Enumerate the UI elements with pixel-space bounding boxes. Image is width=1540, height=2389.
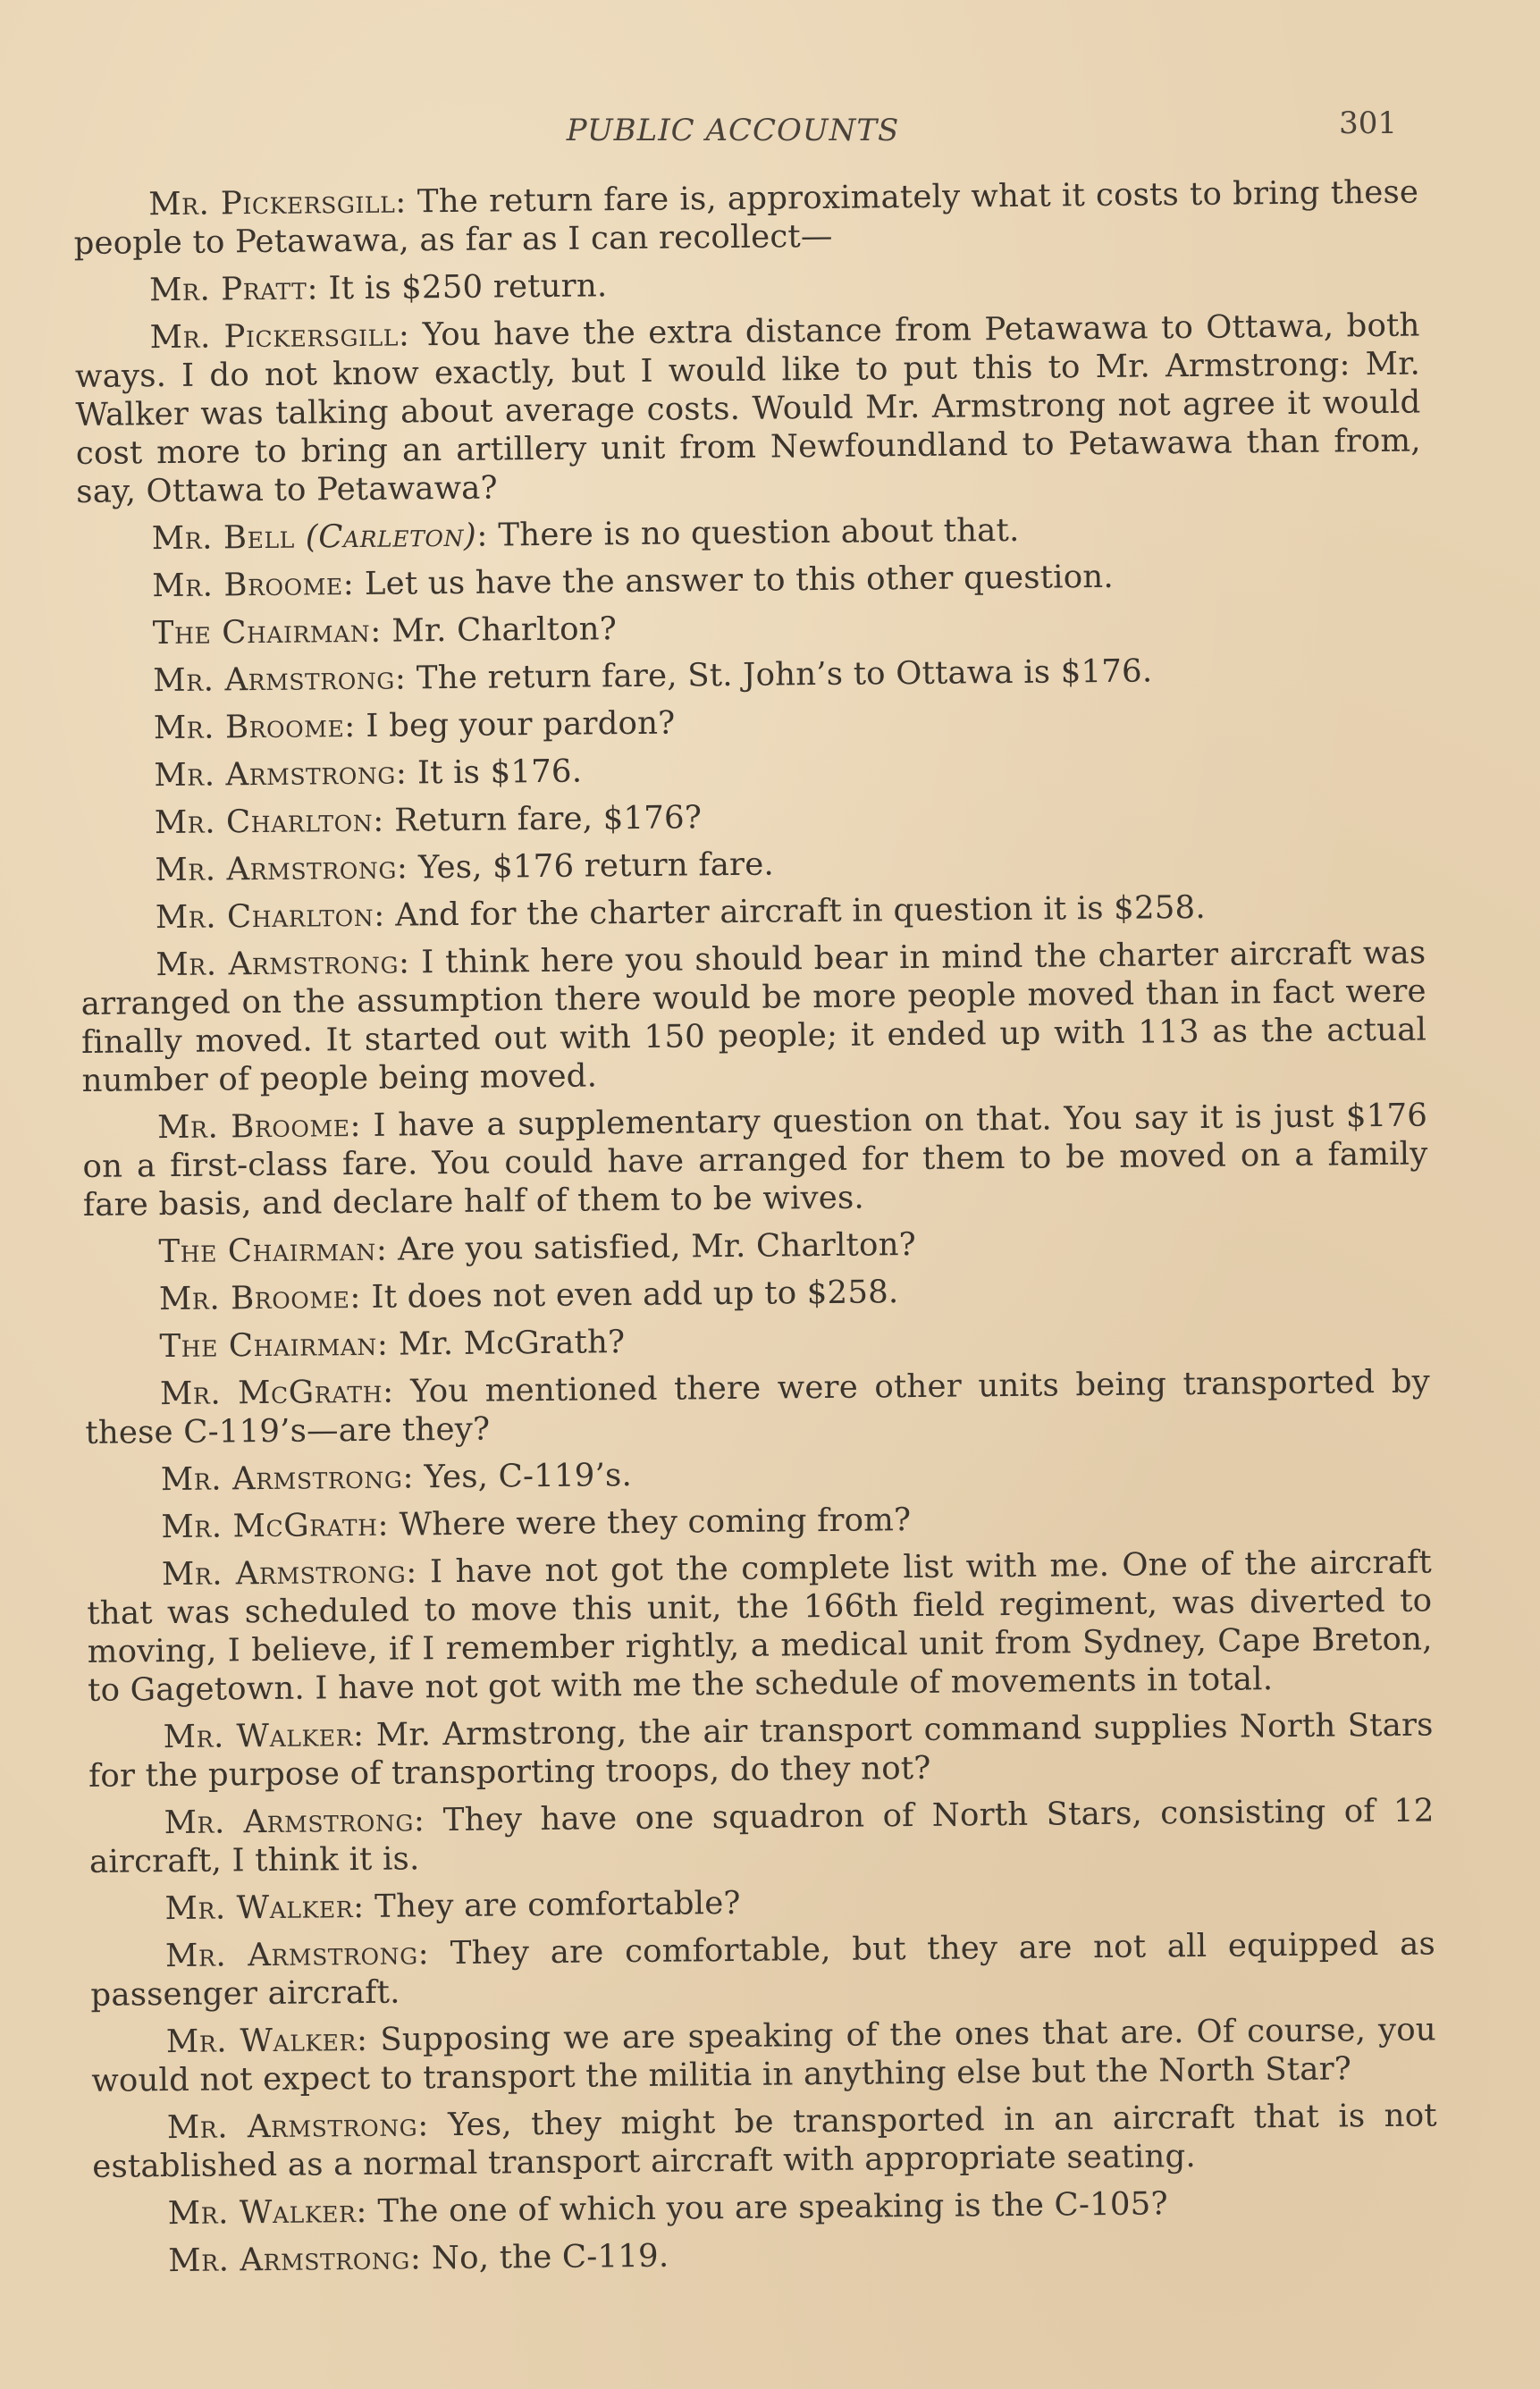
statement-text: You have the extra distance from Petawawa to Ottawa, both ways. I do not know exactly, but I would like to put this to Mr. Armstrong: Mr. Walker was talking about average costs. Would Mr. Armstrong not agree it would cost more to bring an artillery unit from Newfoundland to Petawawa than from, say, Ottawa to Petawawa? xyxy=(74,307,1422,510)
statement-text: No, the C-119. xyxy=(431,2237,669,2277)
speaker-name: The Chairman: xyxy=(152,612,383,652)
speaker-name: Mr. Armstrong: xyxy=(154,754,408,795)
transcript-paragraph xyxy=(86,1495,1431,1546)
speaker-name: Mr. Walker: xyxy=(163,1716,365,1756)
transcript-paragraph xyxy=(78,650,1423,701)
speaker-constituency: (Carleton) xyxy=(305,517,477,556)
statement-text: Supposing we are speaking of the ones that are. Of course, you would not expect to transport the militia in anything else but the North Star? xyxy=(91,2011,1437,2099)
statement-text: Yes, C-119’s. xyxy=(424,1457,633,1496)
transcript-paragraph xyxy=(93,2229,1438,2280)
speaker-name: The Chairman: xyxy=(159,1325,389,1366)
speaker-name: Mr. Broome: xyxy=(158,1278,362,1318)
speaker-name: Mr. Broome: xyxy=(156,1106,362,1147)
transcript-body xyxy=(73,173,1439,2290)
statement-text: Mr. Charlton? xyxy=(391,610,618,650)
statement-text: I have a supplementary question on that. You say it is just $176 on a first-class fare. You could have arranged for them to be moved on a family fare basis, and declare half of them to be wives. xyxy=(82,1097,1428,1224)
transcript-paragraph xyxy=(77,508,1422,559)
statement-text: It is $250 return. xyxy=(328,267,608,307)
transcript-paragraph xyxy=(90,1924,1436,2014)
speaker-name: Mr. McGrath: xyxy=(159,1373,394,1413)
page-number: 301 xyxy=(1339,105,1397,141)
transcript-paragraph xyxy=(78,602,1423,653)
statement-text: They have one squadron of North Stars, consisting of 12 aircraft, I think it is. xyxy=(88,1792,1435,1880)
transcript-paragraph xyxy=(91,2010,1437,2099)
transcript-paragraph xyxy=(84,1267,1429,1318)
speaker-name: Mr. Armstrong: xyxy=(164,1935,430,1975)
transcript-paragraph xyxy=(80,792,1425,843)
transcript-paragraph xyxy=(80,887,1426,938)
statement-text: I beg your pardon? xyxy=(366,704,676,744)
speaker-name: Mr. Armstrong: xyxy=(155,849,408,889)
transcript-paragraph xyxy=(77,555,1422,606)
speaker-name: Mr. Charlton: xyxy=(154,802,384,842)
statement-text: The return fare, St. John’s to Ottawa is $176. xyxy=(416,652,1153,697)
speaker-name: Mr. Pratt: xyxy=(148,270,319,309)
speaker-name: The Chairman: xyxy=(158,1231,388,1271)
transcript-paragraph xyxy=(87,1543,1434,1709)
statement-text: It does not even add up to $258. xyxy=(371,1274,899,1316)
statement-text: I think here you should bear in mind the charter aircraft was arranged on the assumption there would be more people moved than in fact were finally moved. It started out with 150 people; it ended up with 113 as the actual number of people being moved. xyxy=(80,934,1427,1099)
speaker-name: Mr. Charlton: xyxy=(155,896,386,937)
statement-text: Return fare, $176? xyxy=(394,799,703,839)
statement-text: I have not got the complete list with me. One of the aircraft that was scheduled to move this unit, the 166th field regiment, was diverted to moving, I believe, if I remember rightly, a medical unit from Sydney, Cape Breton, to Gagetown. I have not got with me the schedule of movements in total. xyxy=(87,1544,1433,1709)
transcript-paragraph xyxy=(73,173,1419,263)
transcript-paragraph xyxy=(79,697,1424,748)
statement-text: Mr. Armstrong, the air transport command supplies North Stars for the purpose of transporting troops, do they not? xyxy=(88,1706,1434,1795)
speaker-name: Mr. Armstrong: xyxy=(164,1802,425,1842)
speaker-name: Mr. Armstrong: xyxy=(168,2240,422,2280)
transcript-paragraph xyxy=(88,1705,1434,1795)
statement-text: And for the charter aircraft in question it is $258. xyxy=(395,888,1207,934)
transcript-paragraph xyxy=(80,934,1427,1100)
speaker-name: Mr. Walker: xyxy=(167,2192,368,2233)
statement-text: They are comfortable, but they are not all equipped as passenger aircraft. xyxy=(90,1925,1436,2014)
transcript-paragraph xyxy=(85,1362,1431,1451)
statement-text: Where were they coming from? xyxy=(399,1502,912,1544)
speaker-name: Mr. Broome: xyxy=(153,707,357,747)
speaker-name: Mr. Broome: xyxy=(152,566,355,605)
statement-text: Are you satisfied, Mr. Charlton? xyxy=(397,1226,917,1268)
statement-text: Mr. McGrath? xyxy=(398,1324,626,1363)
speaker-name: Mr. Walker: xyxy=(164,1888,365,1928)
statement-text: Yes, they might be transported in an aircraft that is not established as a normal transport aircraft with appropriate seating. xyxy=(92,2097,1437,2185)
speaker-name: Mr. Bell (Carleton): xyxy=(151,517,489,558)
statement-text: It is $176. xyxy=(417,753,583,792)
transcript-paragraph xyxy=(83,1220,1428,1271)
transcript-paragraph xyxy=(88,1791,1435,1880)
transcript-paragraph xyxy=(93,2182,1438,2233)
statement-text: There is no question about that. xyxy=(498,511,1020,554)
running-head: PUBLIC ACCOUNTS xyxy=(566,113,900,148)
speaker-name: Mr. Armstrong: xyxy=(160,1459,415,1499)
statement-text: The one of which you are speaking is the C-105? xyxy=(377,2185,1168,2230)
speaker-name: Mr. Armstrong: xyxy=(166,2107,430,2147)
transcript-paragraph xyxy=(82,1097,1428,1224)
page-header xyxy=(0,105,1540,159)
transcript-paragraph xyxy=(86,1448,1431,1499)
statement-text: The return fare is, approximately what it costs to bring these people to Petawawa, as far as I can recollect— xyxy=(73,173,1419,262)
speaker-name: Mr. Armstrong: xyxy=(153,660,407,700)
transcript-paragraph xyxy=(74,259,1419,310)
speaker-name: Mr. Armstrong: xyxy=(156,944,410,984)
transcript-paragraph xyxy=(84,1315,1429,1366)
transcript-paragraph xyxy=(80,839,1425,890)
statement-text: Yes, $176 return fare. xyxy=(417,845,775,887)
speaker-name: Mr. Pickersgill: xyxy=(149,316,410,357)
transcript-paragraph xyxy=(89,1877,1435,1928)
speaker-name: Mr. Pickersgill: xyxy=(148,183,408,223)
statement-text: They are comfortable? xyxy=(374,1884,741,1925)
speaker-name: Mr. Walker: xyxy=(165,2021,368,2061)
transcript-paragraph xyxy=(79,744,1424,795)
statement-text: You mentioned there were other units being transported by these C-119’s—are they? xyxy=(85,1363,1431,1451)
speaker-name: Mr. Armstrong: xyxy=(161,1553,418,1594)
speaker-name: Mr. McGrath: xyxy=(161,1506,390,1546)
statement-text: Let us have the answer to this other question. xyxy=(364,558,1115,602)
transcript-paragraph xyxy=(74,307,1421,511)
transcript-paragraph xyxy=(92,2096,1438,2185)
